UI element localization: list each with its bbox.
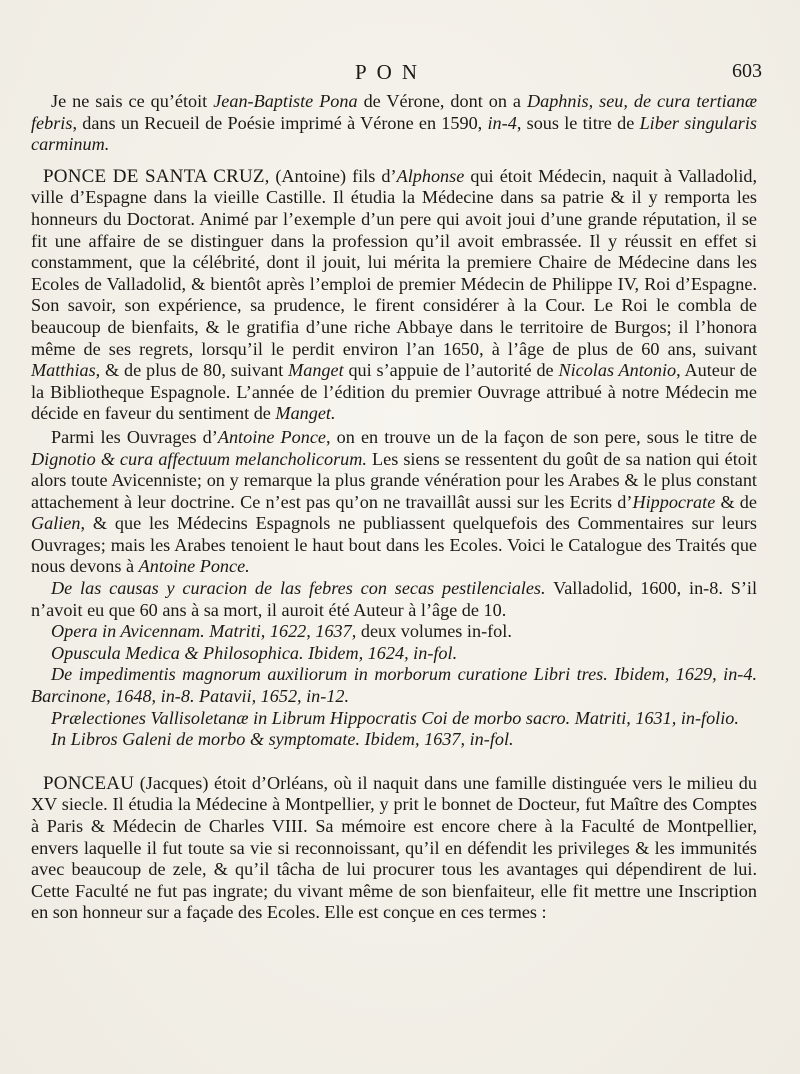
work-title: Prælectiones Vallisoletanæ in Librum Hippocratis Coi de morbo sacro. Matriti, 1631, in-folio.	[51, 707, 739, 728]
page-number: 603	[732, 60, 762, 82]
work-title: In Libros Galeni de morbo & symptomate. Ibidem, 1637, in-fol.	[51, 729, 514, 750]
text-run: , (Antoine) fils d’	[264, 165, 397, 186]
person-name: Jean-Baptiste Pona	[213, 91, 358, 111]
person-name: Antoine Ponce	[217, 426, 326, 447]
ouvrages-paragraph	[31, 427, 757, 578]
text-run: , & de plus de 80, suivant	[95, 360, 289, 381]
text-run: Parmi les Ouvrages d’	[51, 426, 218, 447]
text-run: & de	[715, 491, 757, 512]
text-run: , Auteur de la Bibliotheque Espagnole. L’année de l’édition du premier Ouvrage attribué à notre Médecin me décide en faveur du sentiment de	[31, 360, 757, 424]
text-run: , sous le titre de	[516, 112, 640, 133]
text-run: (Jacques) étoit d’Orléans, où il naquit dans une famille distinguée vers le milieu du XV siecle. Il étudia la Médecine à Montpellier, y prit le bonnet de Docteur, fut Maître des Comptes à Paris & Médecin de Charles VIII. Sa mémoire est encore chere à la Faculté de Montpellier, envers laquelle il fut toute sa vie si reconnoissant, qu’il en défendit les privileges & les immunités avec beaucoup de zele, & qu’il tâcha de lui procurer tous les avantages qui dépendirent de lui. Cette Faculté ne fut pas ingrate; du vivant même de son bienfaiteur, elle fit mettre une Inscription en son honneur sur a façade des Ecoles. Elle est conçue en ces termes :	[31, 772, 757, 923]
page-header	[0, 58, 800, 88]
entry-ponceau	[31, 773, 757, 924]
text-run: , dans un Recueil de Poésie imprimé à Vérone en 1590,	[72, 112, 488, 133]
text-run: qui s’appuie de l’autorité de	[343, 360, 559, 381]
work-item	[31, 643, 757, 665]
text-run: qui étoit Médecin, naquit à Valladolid, ville d’Espagne dans la vieille Castille. Il étudia la Médecine dans sa patrie & il y remporta les honneurs du Doctorat. Animé par l’exemple d’un pere qui avoit joui d’une grande réputation, il se fit une affaire de se distinguer dans la profession qu’il avoit embrassée. Il y réussit en effet si constamment, que la célébrité, dont il jouit, lui mérita la premiere Chaire de Médecine dans les Ecoles de Valladolid, & bientôt après l’emploi de premier Médecin de Philippe IV, Roi d’Espagne. Son savoir, son expérience, sa prudence, le firent considérer à la Cour. Le Roi le combla de beaucoup de bienfaits, & le gratifia d’une riche Abbaye dans le territoire de Burgos; il l’honora même de ses regrets, lorsqu’il le perdit environ l’an 1650, à l’âge de plus de 60 ans, suivant	[31, 165, 758, 359]
work-title: Opera in Avicennam. Matriti, 1622, 1637,	[51, 621, 357, 642]
entry-heading: PONCE DE SANTA CRUZ	[43, 165, 265, 187]
person-name: Manget	[288, 360, 344, 381]
person-name: Antoine Ponce.	[138, 556, 250, 577]
person-name: Nicolas Antonio	[558, 360, 677, 381]
text-run: , on en trouve un de la façon de son pere, sous le titre de	[325, 426, 758, 447]
work-details: Valladolid, 1600, in-8. S’il n’avoit eu que 60 ans à sa mort, il auroit été Auteur à l’âge de 10.	[31, 578, 757, 620]
entry-heading: PONCEAU	[43, 772, 135, 794]
person-name: Alphonse	[396, 165, 465, 186]
text-run: de Vérone, dont on a	[357, 91, 527, 111]
person-name: Matthias	[31, 360, 96, 381]
person-name: Hippocrate	[632, 491, 716, 512]
work-title: Opuscula Medica & Philosophica. Ibidem, 1624, in-fol.	[51, 642, 458, 663]
work-title: De impedimentis magnorum auxiliorum in morborum curatione Libri tres. Ibidem, 1629, in-4. Barcinone, 1648, in-8. Patavii, 1652, in-12.	[31, 664, 757, 707]
text-run: , & que les Médecins Espagnols ne publiassent quelquefois des Commentaires sur leurs Ouvrages; mais les Arabes tenoient le haut bout dans les Ecoles. Voici le Catalogue des Traités que nous devons à	[31, 513, 757, 577]
work-details: deux volumes in-fol.	[356, 621, 512, 642]
text-run: Je ne sais ce qu’étoit	[51, 91, 214, 111]
person-name: Manget.	[275, 403, 336, 424]
work-item	[31, 708, 757, 730]
entry-ponce	[31, 166, 757, 425]
book-title: Liber singularis carminum.	[31, 112, 757, 155]
book-title: Daphnis, seu, de cura tertianæ febris	[31, 91, 757, 133]
work-item	[31, 621, 757, 643]
format: in-4	[487, 112, 517, 133]
work-item	[31, 664, 757, 707]
book-title: Dignotio & cura affectuum melancholicorum.	[31, 448, 367, 469]
person-name: Galien	[31, 513, 81, 534]
intro-paragraph	[31, 91, 757, 156]
work-item	[31, 578, 757, 621]
running-head: PON	[355, 60, 428, 84]
work-title: De las causas y curacion de las febres con secas pestilenciales.	[51, 578, 546, 599]
page-body	[31, 91, 757, 924]
work-item	[31, 729, 757, 751]
text-run: Les siens se ressentent du goût de sa nation qui étoit alors toute Avicenniste; on y remarque la plus grande vénération pour les Arabes & le plus constant attachement à leur doctrine. Ce n’est pas qu’on ne travaillât aussi sur les Ecrits d’	[31, 448, 757, 512]
